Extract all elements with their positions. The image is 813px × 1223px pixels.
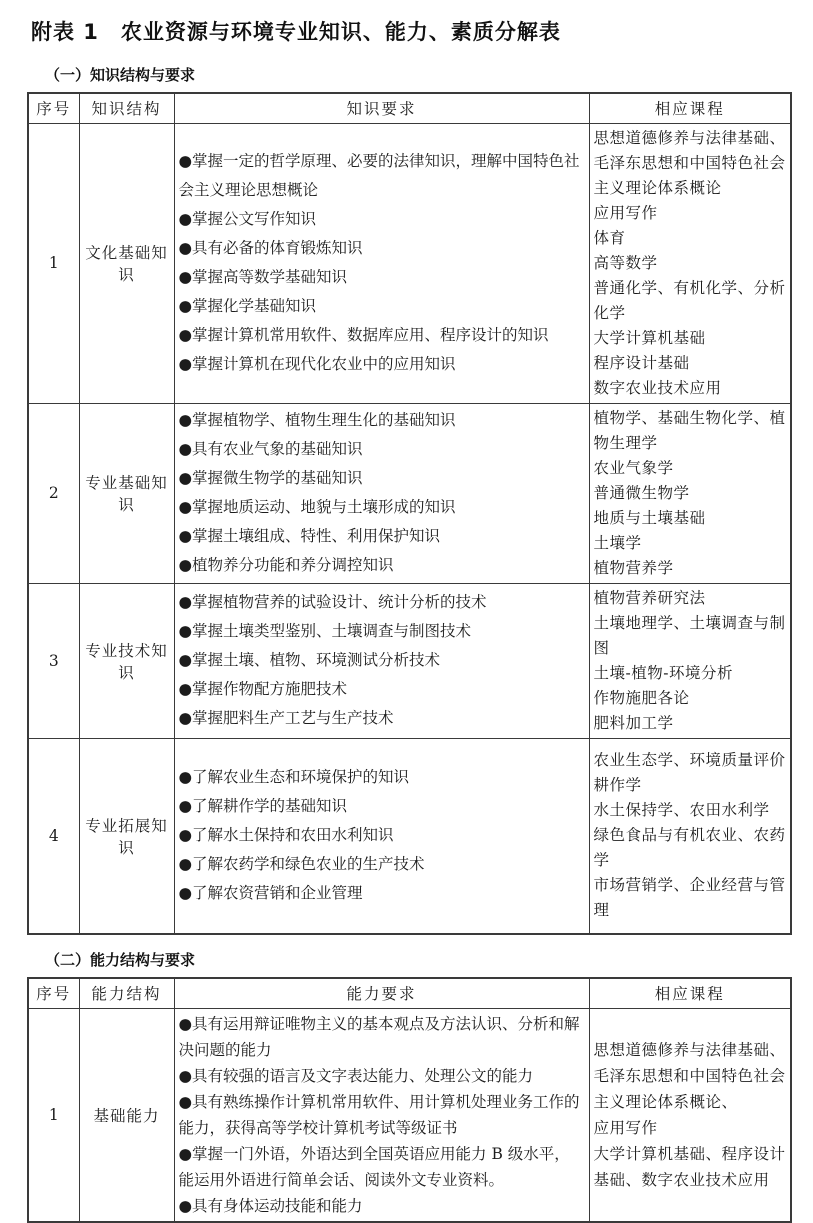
requirement-item: ●具有熟练操作计算机常用软件、用计算机处理业务工作的能力，获得高等学校计算机考试等级证书 — [178, 1092, 580, 1137]
table-row — [28, 738, 791, 934]
requirement-item: ●了解农业生态和环境保护的知识 — [178, 768, 410, 787]
column-header-no: 序号 — [28, 93, 79, 123]
column-header-structure: 能力结构 — [79, 978, 174, 1008]
knowledge-table-body — [28, 123, 791, 934]
section-ability — [27, 949, 790, 1223]
requirement-item: ●掌握公文写作知识 — [178, 210, 317, 228]
course-item: 普通微生物学 — [593, 483, 690, 502]
requirement-item: ●掌握地质运动、地貌与土壤形成的知识 — [178, 498, 456, 516]
row-number-cell: 4 — [28, 738, 79, 934]
course-item: 肥料加工学 — [593, 713, 674, 732]
course-item: 高等数学 — [593, 253, 658, 272]
course-item: 思想道德修养与法律基础、毛泽东思想和中国特色社会主义理论体系概论 — [593, 128, 786, 197]
requirement-item: ●具有较强的语言及文字表达能力、处理公文的能力 — [178, 1066, 534, 1085]
requirement-item: ●掌握土壤、植物、环境测试分析技术 — [178, 651, 441, 669]
table-row — [28, 123, 791, 403]
requirements-cell — [174, 583, 589, 738]
courses-cell — [589, 123, 791, 403]
course-item: 土壤-植物-环境分析 — [593, 663, 733, 682]
requirements-cell — [174, 1008, 589, 1222]
table-row — [28, 403, 791, 583]
table-row — [28, 1008, 791, 1222]
course-item: 体育 — [593, 228, 626, 247]
requirement-item: ●掌握高等数学基础知识 — [178, 268, 348, 286]
course-item: 耕作学 — [593, 776, 642, 795]
requirement-item: ●具有身体运动技能和能力 — [178, 1196, 363, 1215]
course-item: 应用写作 — [593, 1118, 658, 1137]
course-item: 绿色食品与有机农业、农药学 — [593, 826, 786, 870]
courses-cell — [589, 583, 791, 738]
requirement-item: ●掌握计算机在现代化农业中的应用知识 — [178, 355, 456, 373]
course-item: 植物营养学 — [593, 558, 674, 577]
requirement-item: ●掌握土壤类型鉴别、土壤调查与制图技术 — [178, 622, 472, 640]
course-item: 普通化学、有机化学、分析化学 — [593, 278, 786, 322]
requirement-item: ●掌握植物营养的试验设计、统计分析的技术 — [178, 593, 487, 611]
course-item: 作物施肥各论 — [593, 688, 690, 707]
page-title: 附表 1 农业资源与环境专业知识、能力、素质分解表 — [31, 20, 561, 44]
course-item: 大学计算机基础 — [593, 328, 706, 347]
requirement-item: ●掌握微生物学的基础知识 — [178, 469, 363, 487]
structure-cell: 专业技术知识 — [79, 583, 174, 738]
row-number-cell: 1 — [28, 123, 79, 403]
section-ability-heading: （二）能力结构与要求 — [45, 951, 196, 969]
course-item: 土壤地理学、土壤调查与制图 — [593, 613, 786, 657]
course-item: 数字农业技术应用 — [593, 378, 722, 397]
column-header-requirements: 知识要求 — [174, 93, 589, 123]
courses-cell — [589, 1008, 791, 1222]
table-row — [28, 583, 791, 738]
structure-cell: 专业基础知识 — [79, 403, 174, 583]
course-item: 思想道德修养与法律基础、毛泽东思想和中国特色社会主义理论体系概论、 — [593, 1040, 786, 1111]
column-header-requirements: 能力要求 — [174, 978, 589, 1008]
course-item: 农业生态学、环境质量评价 — [593, 751, 786, 770]
requirements-cell — [174, 738, 589, 934]
section-knowledge-heading: （一）知识结构与要求 — [45, 66, 196, 84]
row-number-cell: 2 — [28, 403, 79, 583]
course-item: 植物营养研究法 — [593, 588, 706, 607]
requirement-item: ●具有农业气象的基础知识 — [178, 440, 363, 458]
requirement-item: ●了解耕作学的基础知识 — [178, 797, 348, 816]
column-header-structure: 知识结构 — [79, 93, 174, 123]
course-item: 程序设计基础 — [593, 353, 690, 372]
requirement-item: ●掌握一门外语，外语达到全国英语应用能力 B 级水平，能运用外语进行简单会话、阅读外文专业资料。 — [178, 1144, 570, 1189]
requirement-item: ●掌握一定的哲学原理、必要的法律知识，理解中国特色社会主义理论思想概论 — [178, 152, 580, 199]
requirement-item: ●掌握土壤组成、特性、利用保护知识 — [178, 527, 441, 545]
course-item: 地质与土壤基础 — [593, 508, 706, 527]
course-item: 植物学、基础生物化学、植物生理学 — [593, 408, 786, 452]
column-header-courses: 相应课程 — [589, 978, 791, 1008]
course-item: 应用写作 — [593, 203, 658, 222]
requirement-item: ●植物养分功能和养分调控知识 — [178, 556, 394, 574]
structure-cell: 基础能力 — [79, 1008, 174, 1222]
row-number-cell: 1 — [28, 1008, 79, 1222]
column-header-no: 序号 — [28, 978, 79, 1008]
course-item: 水土保持学、农田水利学 — [593, 801, 770, 820]
requirement-item: ●掌握植物学、植物生理生化的基础知识 — [178, 411, 456, 429]
ability-table-body — [28, 1008, 791, 1222]
course-item: 大学计算机基础、程序设计基础、数字农业技术应用 — [593, 1144, 786, 1189]
structure-cell: 专业拓展知识 — [79, 738, 174, 934]
knowledge-table — [27, 92, 792, 935]
requirements-cell — [174, 403, 589, 583]
column-header-courses: 相应课程 — [589, 93, 791, 123]
course-item: 土壤学 — [593, 533, 642, 552]
course-item: 农业气象学 — [593, 458, 674, 477]
requirement-item: ●了解水土保持和农田水利知识 — [178, 826, 394, 845]
requirement-item: ●掌握化学基础知识 — [178, 297, 317, 315]
requirement-item: ●掌握作物配方施肥技术 — [178, 680, 348, 698]
courses-cell — [589, 738, 791, 934]
structure-cell: 文化基础知识 — [79, 123, 174, 403]
ability-table-header — [28, 978, 791, 1008]
requirement-item: ●具有运用辩证唯物主义的基本观点及方法认识、分析和解决问题的能力 — [178, 1014, 580, 1059]
knowledge-table-header — [28, 93, 791, 123]
courses-cell — [589, 403, 791, 583]
course-item: 市场营销学、企业经营与管理 — [593, 876, 786, 920]
requirement-item: ●掌握肥料生产工艺与生产技术 — [178, 709, 394, 727]
requirement-item: ●了解农资营销和企业管理 — [178, 884, 363, 903]
section-knowledge — [27, 64, 790, 935]
requirement-item: ●了解农药学和绿色农业的生产技术 — [178, 855, 425, 874]
requirements-cell — [174, 123, 589, 403]
row-number-cell: 3 — [28, 583, 79, 738]
requirement-item: ●具有必备的体育锻炼知识 — [178, 239, 363, 257]
requirement-item: ●掌握计算机常用软件、数据库应用、程序设计的知识 — [178, 326, 549, 344]
ability-table — [27, 977, 792, 1223]
